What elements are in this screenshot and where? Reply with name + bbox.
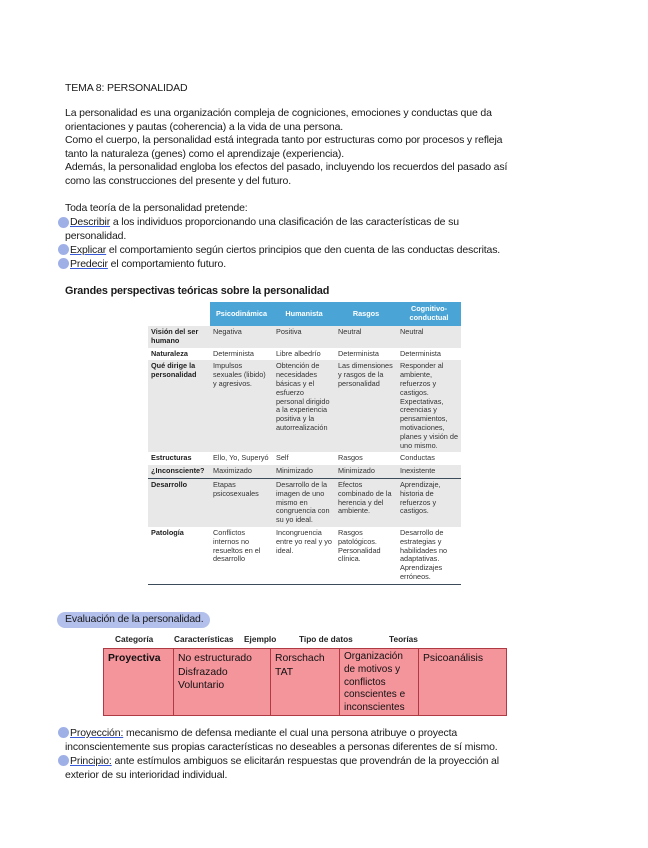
bullet-marker xyxy=(58,244,69,255)
row-label: Desarrollo xyxy=(148,478,210,526)
table-cell: Minimizado xyxy=(273,465,335,478)
eval-data-type-cell xyxy=(339,648,419,716)
bullet-marker xyxy=(58,755,69,766)
table-cell: Ello, Yo, Superyó xyxy=(213,453,269,463)
goal-text: el comportamiento futuro. xyxy=(107,258,226,270)
table-cell: Rasgos xyxy=(338,453,363,463)
table-cell: Aprendizaje, historia de refuerzos y castigos. xyxy=(397,478,461,526)
perspectives-table xyxy=(148,302,461,585)
theory-intro: Toda teoría de la personalidad pretende: xyxy=(65,202,248,214)
table-cell: Determinista xyxy=(213,348,254,358)
goal-text: a los individuos proporcionando una clasificación de las características de su xyxy=(110,216,459,228)
table-header-blank xyxy=(148,302,210,326)
table-cell: Neutral xyxy=(335,326,397,348)
table-header-cell: Rasgos xyxy=(335,302,397,326)
eval-category: Proyectiva xyxy=(108,653,161,664)
table-cell: Etapas psicosexuales xyxy=(210,478,273,526)
definition-text-cont: exterior de su interioridad individual. xyxy=(65,769,228,781)
eval-example: Rorschach xyxy=(275,653,325,664)
goal-keyword: Describir xyxy=(70,216,111,228)
eval-data-type: Organización de motivos y conflictos conscientes e inconscientes xyxy=(344,651,406,714)
goal-keyword: Predecir xyxy=(70,258,108,270)
table-cell: Libre albedrío xyxy=(276,348,321,358)
table-cell: Self xyxy=(276,453,289,463)
eval-header-cell: Ejemplo xyxy=(244,634,277,644)
page-title: TEMA 8: PERSONALIDAD xyxy=(65,82,188,94)
table-cell: Responder al ambiente, refuerzos y castigos. Expectativas, creencias y pensamientos, motivaciones, planes y visión de uno mismo. xyxy=(397,360,461,452)
definition-text-cont: inconscientemente sus propias características no deseables a personas diferentes de sí mismo. xyxy=(65,741,498,753)
row-label: Estructuras xyxy=(151,453,192,463)
row-label: ¿Inconsciente? xyxy=(148,465,210,478)
definition-text: mecanismo de defensa mediante el cual una persona atribuye o proyecta xyxy=(123,727,458,739)
bullet-marker xyxy=(58,258,69,269)
table-cell: Desarrollo de la imagen de uno mismo en congruencia con su yo ideal. xyxy=(273,478,335,526)
row-label: Patología xyxy=(148,527,210,584)
goal-text: el comportamiento según ciertos principios que den cuenta de las conductas descritas. xyxy=(106,244,501,256)
eval-header-cell: Características xyxy=(174,634,234,644)
intro-line: como las construcciones del presente y del futuro. xyxy=(65,174,291,187)
definition-keyword: Principio: xyxy=(70,755,112,767)
eval-characteristic: Disfrazado xyxy=(178,666,228,678)
goal-item-explain xyxy=(70,244,590,258)
intro-line: tanto la naturaleza (genes) como el aprendizaje (experiencia). xyxy=(65,147,345,160)
goal-keyword: Explicar xyxy=(70,244,107,256)
goal-item-predict xyxy=(70,258,570,272)
table-cell: Negativa xyxy=(210,326,273,348)
goal-item-describe xyxy=(70,216,570,230)
bullet-marker xyxy=(58,217,69,228)
table-cell: Obtención de necesidades básicas y el esfuerzo personal dirigido a la experiencia positiva y la autorrealización xyxy=(273,360,335,452)
table-row xyxy=(148,478,461,526)
table-cell: Maximizado xyxy=(210,465,273,478)
table-cell: Minimizado xyxy=(335,465,397,478)
eval-example: TAT xyxy=(275,666,294,678)
table-header-cell: Cognitivo-conductual xyxy=(397,302,461,326)
intro-line: La personalidad es una organización compleja de cogniciones, emociones y conductas que da xyxy=(65,107,492,119)
table-cell: Desarrollo de estrategias y habilidades no adaptativas. Aprendizajes erróneos. xyxy=(397,527,461,584)
table-header-cell: Psicodinámica xyxy=(210,302,273,326)
table-cell: Rasgos patológicos. Personalidad clínica. xyxy=(335,527,397,584)
eval-theory: Psicoanálisis xyxy=(423,653,484,664)
goal-text-cont: personalidad. xyxy=(65,230,127,242)
table-row xyxy=(148,465,461,478)
eval-theory-cell xyxy=(418,648,507,716)
table-row xyxy=(148,527,461,584)
eval-header-cell: Teorías xyxy=(389,634,418,644)
evaluation-heading-text: Evaluación de la personalidad. xyxy=(65,613,204,625)
table-header-row xyxy=(148,302,461,326)
table-cell: Impulsos sexuales (libido) y agresivos. xyxy=(210,360,273,452)
table-cell: Incongruencia entre yo real y yo ideal. xyxy=(273,527,335,584)
bullet-marker xyxy=(58,727,69,738)
evaluation-heading xyxy=(57,612,210,628)
definition-principle xyxy=(70,755,590,769)
table-cell: Determinista xyxy=(400,348,441,358)
table-cell: Las dimensiones y rasgos de la personalidad xyxy=(335,360,397,452)
row-label: Naturaleza xyxy=(151,348,188,358)
definition-keyword: Proyección: xyxy=(70,727,124,739)
evaluation-table-row xyxy=(103,648,507,716)
definition-projection xyxy=(70,727,590,741)
perspectives-heading: Grandes perspectivas teóricas sobre la personalidad xyxy=(65,285,330,297)
eval-characteristics-cell xyxy=(173,648,271,716)
table-cell: Conflictos internos no resueltos en el desarrollo xyxy=(210,527,273,584)
table-row xyxy=(148,326,461,348)
eval-category-cell xyxy=(103,648,174,716)
eval-header-cell: Tipo de datos xyxy=(299,634,353,644)
eval-characteristic: Voluntario xyxy=(178,680,225,691)
definition-text: ante estímulos ambiguos se elicitarán respuestas que provendrán de la proyección al xyxy=(111,755,499,767)
intro-line: orientaciones y pautas (coherencia) a la vida de una persona. xyxy=(65,120,344,133)
table-cell: Determinista xyxy=(338,348,379,358)
row-label: Qué dirige la personalidad xyxy=(148,360,210,452)
evaluation-table-header xyxy=(103,632,507,646)
eval-header-cell: Categoría xyxy=(115,634,154,644)
eval-examples-cell xyxy=(270,648,340,716)
intro-line: Además, la personalidad engloba los efectos del pasado, incluyendo los recuerdos del pasado así xyxy=(65,161,508,174)
table-cell: Conductas xyxy=(400,453,435,463)
table-cell: Efectos combinado de la herencia y del ambiente. xyxy=(335,478,397,526)
intro-paragraph xyxy=(65,107,585,189)
eval-characteristic: No estructurado xyxy=(178,653,252,664)
table-cell: Inexistente xyxy=(397,465,461,478)
table-row xyxy=(148,348,461,361)
table-row xyxy=(148,452,461,465)
table-cell: Neutral xyxy=(397,326,461,348)
table-header-cell: Humanista xyxy=(273,302,335,326)
row-label: Visión del ser humano xyxy=(148,326,210,348)
intro-line: Como el cuerpo, la personalidad está integrada tanto por estructuras como por procesos y refleja xyxy=(65,134,503,147)
table-row xyxy=(148,360,461,452)
table-cell: Positiva xyxy=(273,326,335,348)
